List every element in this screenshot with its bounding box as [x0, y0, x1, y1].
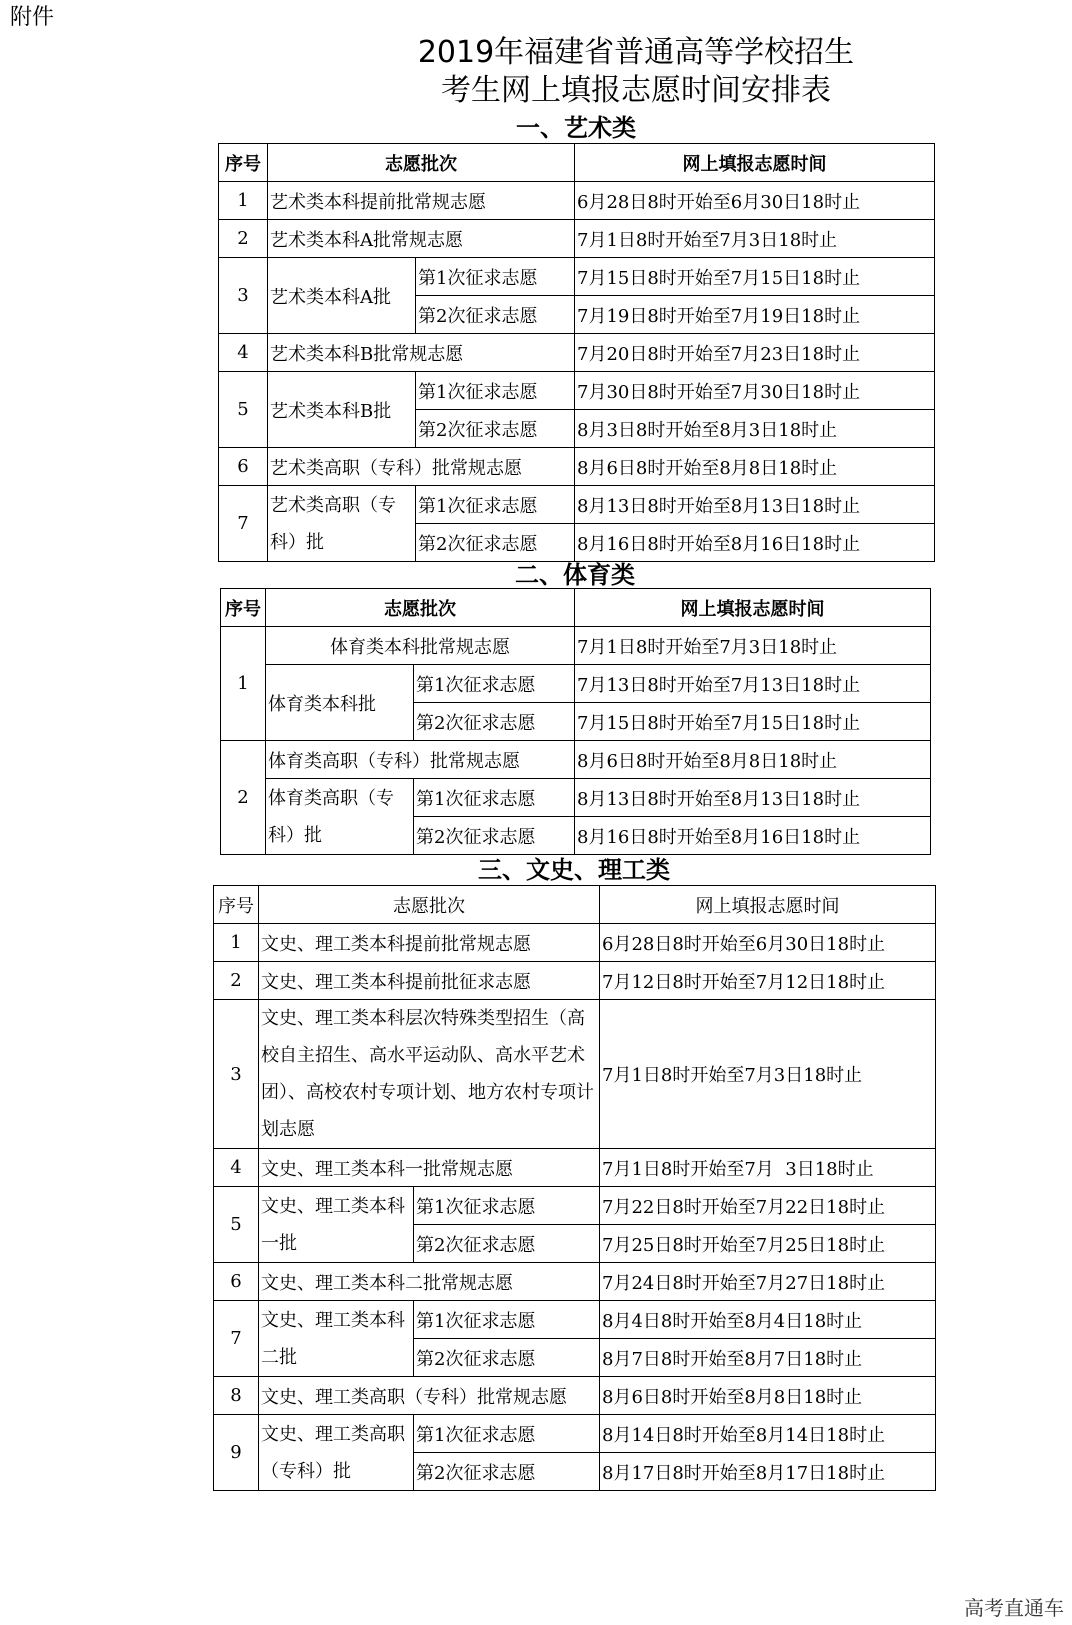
table-cell: 8月13日8时开始至8月13日18时止 — [575, 486, 935, 524]
table-cell: 7月20日8时开始至7月23日18时止 — [575, 334, 935, 372]
table-row — [219, 372, 935, 410]
table-cell: 艺术类本科A批 — [268, 258, 416, 334]
general-table — [213, 885, 936, 1491]
table-cell: 7月15日8时开始至7月15日18时止 — [575, 703, 931, 741]
table-cell: 第1次征求志愿 — [414, 665, 575, 703]
table-header-row — [219, 144, 935, 182]
table-cell: 7 — [214, 1301, 259, 1377]
table-cell: 艺术类本科A批常规志愿 — [268, 220, 575, 258]
table-cell: 第1次征求志愿 — [414, 1415, 600, 1453]
table-cell: 第2次征求志愿 — [414, 1339, 600, 1377]
table-header-row — [221, 589, 931, 627]
art-table — [218, 143, 935, 562]
attachment-label: 附件 — [10, 5, 55, 30]
table-cell: 第1次征求志愿 — [414, 1187, 600, 1225]
table-cell: 文史、理工类本科一批常规志愿 — [259, 1149, 600, 1187]
table-cell: 9 — [214, 1415, 259, 1491]
table-cell: 7月1日8时开始至7月3日18时止 — [575, 627, 931, 665]
table-cell: 文史、理工类本科提前批常规志愿 — [259, 924, 600, 962]
section-heading-art: 一、艺术类 — [516, 114, 636, 142]
table-cell: 5 — [214, 1187, 259, 1263]
header-seq: 序号 — [219, 144, 268, 182]
section-heading-general: 三、文史、理工类 — [478, 856, 670, 884]
table-row — [219, 182, 935, 220]
table-cell: 体育类高职（专科）批常规志愿 — [266, 741, 575, 779]
table-row — [214, 1301, 936, 1339]
table-cell: 7月30日8时开始至7月30日18时止 — [575, 372, 935, 410]
header-batch: 志愿批次 — [268, 144, 575, 182]
table-cell: 网上填报志愿时间 — [575, 589, 931, 627]
table-cell: 第1次征求志愿 — [416, 258, 575, 296]
table-row — [214, 1149, 936, 1187]
table-cell: 8月7日8时开始至8月7日18时止 — [600, 1339, 936, 1377]
table-cell: 7月1日8时开始至7月3日18时止 — [600, 1000, 936, 1149]
table-row — [214, 1415, 936, 1453]
table-cell: 1 — [214, 924, 259, 962]
table-cell: 第2次征求志愿 — [414, 703, 575, 741]
table-cell: 7月12日8时开始至7月12日18时止 — [600, 962, 936, 1000]
table-cell: 艺术类本科提前批常规志愿 — [268, 182, 575, 220]
table-cell: 7月1日8时开始至7月 3日18时止 — [600, 1149, 936, 1187]
table-row — [221, 779, 931, 817]
table-cell: 7月24日8时开始至7月27日18时止 — [600, 1263, 936, 1301]
table-cell: 8月3日8时开始至8月3日18时止 — [575, 410, 935, 448]
table-cell: 第2次征求志愿 — [414, 817, 575, 855]
table-row — [221, 741, 931, 779]
table-cell: 网上填报志愿时间 — [600, 886, 936, 924]
table-cell: 7月25日8时开始至7月25日18时止 — [600, 1225, 936, 1263]
table-cell: 文史、理工类本科二批常规志愿 — [259, 1263, 600, 1301]
table-cell: 序号 — [214, 886, 259, 924]
table-cell: 8月17日8时开始至8月17日18时止 — [600, 1453, 936, 1491]
table-cell: 体育类本科批常规志愿 — [266, 627, 575, 665]
table-cell: 文史、理工类本科二批 — [259, 1301, 414, 1377]
table-cell: 志愿批次 — [259, 886, 600, 924]
table-cell: 4 — [214, 1149, 259, 1187]
table-cell: 第2次征求志愿 — [414, 1453, 600, 1491]
table-cell: 艺术类本科B批常规志愿 — [268, 334, 575, 372]
table-cell: 7月22日8时开始至7月22日18时止 — [600, 1187, 936, 1225]
table-cell: 艺术类高职（专科）批常规志愿 — [268, 448, 575, 486]
table-cell: 7月15日8时开始至7月15日18时止 — [575, 258, 935, 296]
table-cell: 文史、理工类本科一批 — [259, 1187, 414, 1263]
table-cell: 体育类高职（专科）批 — [266, 779, 414, 855]
table-cell: 第2次征求志愿 — [416, 524, 575, 562]
header-time: 网上填报志愿时间 — [575, 144, 935, 182]
table-cell: 序号 — [221, 589, 266, 627]
table-cell: 第2次征求志愿 — [416, 296, 575, 334]
table-cell: 7月13日8时开始至7月13日18时止 — [575, 665, 931, 703]
table-cell: 志愿批次 — [266, 589, 575, 627]
table-cell: 3 — [214, 1000, 259, 1149]
table-cell: 6 — [219, 448, 268, 486]
page-title-line1: 2019年福建省普通高等学校招生 — [417, 35, 855, 70]
table-cell: 2 — [214, 962, 259, 1000]
table-row — [219, 258, 935, 296]
table-cell: 1 — [219, 182, 268, 220]
table-row — [219, 448, 935, 486]
table-cell: 文史、理工类本科层次特殊类型招生（高校自主招生、高水平运动队、高水平艺术团）、高校农村专项计划、地方农村专项计划志愿 — [259, 1000, 600, 1149]
table-row — [214, 1187, 936, 1225]
table-cell: 第1次征求志愿 — [416, 372, 575, 410]
table-cell: 第1次征求志愿 — [414, 779, 575, 817]
table-cell: 8月6日8时开始至8月8日18时止 — [600, 1377, 936, 1415]
table-cell: 8月14日8时开始至8月14日18时止 — [600, 1415, 936, 1453]
table-cell: 3 — [219, 258, 268, 334]
table-cell: 6 — [214, 1263, 259, 1301]
table-cell: 6月28日8时开始至6月30日18时止 — [575, 182, 935, 220]
table-cell: 文史、理工类本科提前批征求志愿 — [259, 962, 600, 1000]
table-cell: 文史、理工类高职（专科）批常规志愿 — [259, 1377, 600, 1415]
table-cell: 7月1日8时开始至7月3日18时止 — [575, 220, 935, 258]
sports-table — [220, 588, 931, 855]
table-cell: 8月4日8时开始至8月4日18时止 — [600, 1301, 936, 1339]
table-cell: 艺术类本科B批 — [268, 372, 416, 448]
table-cell: 第1次征求志愿 — [416, 486, 575, 524]
table-cell: 8月16日8时开始至8月16日18时止 — [575, 817, 931, 855]
table-cell: 8 — [214, 1377, 259, 1415]
table-cell: 第2次征求志愿 — [414, 1225, 600, 1263]
table-header-row — [214, 886, 936, 924]
table-row — [221, 665, 931, 703]
table-row — [214, 962, 936, 1000]
table-cell: 第1次征求志愿 — [414, 1301, 600, 1339]
table-cell: 8月13日8时开始至8月13日18时止 — [575, 779, 931, 817]
table-row — [219, 220, 935, 258]
table-cell: 5 — [219, 372, 268, 448]
table-row — [214, 1377, 936, 1415]
table-cell: 7 — [219, 486, 268, 562]
table-cell: 第2次征求志愿 — [416, 410, 575, 448]
table-cell: 2 — [221, 741, 266, 855]
table-cell: 1 — [221, 627, 266, 741]
table-cell: 7月19日8时开始至7月19日18时止 — [575, 296, 935, 334]
table-cell: 文史、理工类高职（专科）批 — [259, 1415, 414, 1491]
table-row — [221, 627, 931, 665]
table-cell: 4 — [219, 334, 268, 372]
table-cell: 2 — [219, 220, 268, 258]
table-row — [219, 486, 935, 524]
table-cell: 8月6日8时开始至8月8日18时止 — [575, 448, 935, 486]
table-cell: 8月16日8时开始至8月16日18时止 — [575, 524, 935, 562]
page-title-line2: 考生网上填报志愿时间安排表 — [441, 73, 831, 108]
table-row — [214, 924, 936, 962]
table-cell: 8月6日8时开始至8月8日18时止 — [575, 741, 931, 779]
table-cell: 6月28日8时开始至6月30日18时止 — [600, 924, 936, 962]
table-row — [214, 1000, 936, 1149]
watermark-text: 高考直通车 — [964, 1596, 1064, 1620]
table-row — [214, 1263, 936, 1301]
table-cell: 体育类本科批 — [266, 665, 414, 741]
table-cell: 艺术类高职（专科）批 — [268, 486, 416, 562]
section-heading-sports: 二、体育类 — [515, 561, 635, 589]
table-row — [219, 334, 935, 372]
